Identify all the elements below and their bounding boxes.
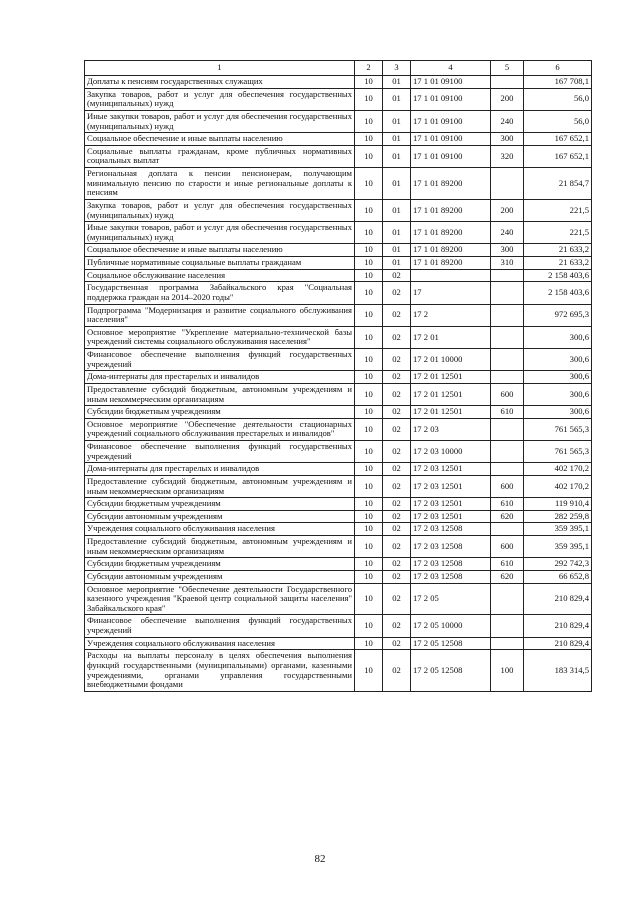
row-amount: 300,6: [524, 349, 592, 371]
table-row: [85, 244, 592, 257]
row-target-code: 17 1 01 89200: [411, 199, 491, 221]
row-target-code: 17 2 01 12501: [411, 371, 491, 384]
row-section: 10: [355, 133, 383, 146]
row-amount: 402 170,2: [524, 463, 592, 476]
table-header: [85, 61, 592, 76]
row-section: 10: [355, 558, 383, 571]
row-name: Дома-интернаты для престарелых и инвалидов: [85, 371, 355, 384]
row-name: Субсидии бюджетным учреждениям: [85, 498, 355, 511]
row-amount: 210 829,4: [524, 637, 592, 650]
table-row: [85, 558, 592, 571]
row-target-code: 17 2 05 12508: [411, 637, 491, 650]
table-row: [85, 463, 592, 476]
row-expense-type: 610: [491, 558, 524, 571]
row-expense-type: [491, 349, 524, 371]
table-row: [85, 326, 592, 348]
row-expense-type: [491, 282, 524, 304]
row-section: 10: [355, 326, 383, 348]
row-section: 10: [355, 510, 383, 523]
page-number: 82: [314, 853, 326, 865]
row-subsection: 01: [383, 168, 411, 200]
row-subsection: 02: [383, 371, 411, 384]
row-subsection: 02: [383, 282, 411, 304]
row-subsection: 01: [383, 88, 411, 110]
table-row: [85, 441, 592, 463]
table-row: [85, 615, 592, 637]
row-name: Субсидии автономным учреждениям: [85, 510, 355, 523]
row-amount: 359 395,1: [524, 536, 592, 558]
row-name: Предоставление субсидий бюджетным, автономным учреждениям и иным некоммерческим организациям: [85, 383, 355, 405]
row-target-code: 17 1 01 89200: [411, 222, 491, 244]
row-section: 10: [355, 168, 383, 200]
table-row: [85, 145, 592, 167]
row-subsection: 02: [383, 536, 411, 558]
row-expense-type: [491, 637, 524, 650]
row-target-code: 17 2 01 12501: [411, 383, 491, 405]
row-amount: 210 829,4: [524, 615, 592, 637]
row-expense-type: [491, 371, 524, 384]
row-target-code: 17: [411, 282, 491, 304]
row-target-code: 17 2 05 10000: [411, 615, 491, 637]
row-target-code: 17 2 03 12508: [411, 570, 491, 583]
table-row: [85, 383, 592, 405]
row-section: 10: [355, 523, 383, 536]
table-row: [85, 475, 592, 497]
row-expense-type: [491, 463, 524, 476]
row-expense-type: 200: [491, 199, 524, 221]
row-section: 10: [355, 257, 383, 270]
row-expense-type: [491, 269, 524, 282]
row-name: Государственная программа Забайкальского края "Социальная поддержка граждан на 2014–2020 годы": [85, 282, 355, 304]
row-subsection: 01: [383, 222, 411, 244]
row-expense-type: [491, 441, 524, 463]
table-row: [85, 583, 592, 615]
row-section: 10: [355, 244, 383, 257]
table-row: [85, 269, 592, 282]
row-target-code: 17 2 03 12501: [411, 510, 491, 523]
row-target-code: 17 2 03 12501: [411, 498, 491, 511]
row-amount: 761 565,3: [524, 418, 592, 440]
table-row: [85, 282, 592, 304]
row-subsection: 01: [383, 76, 411, 89]
row-section: 10: [355, 371, 383, 384]
row-subsection: 02: [383, 558, 411, 571]
row-target-code: 17 2 01: [411, 326, 491, 348]
row-target-code: [411, 269, 491, 282]
row-section: 10: [355, 406, 383, 419]
row-subsection: 01: [383, 133, 411, 146]
row-expense-type: 240: [491, 110, 524, 132]
row-name: Основное мероприятие "Обеспечение деятельности Государственного казенного учреждения "Краевой центр социальной защиты населения" Забайкальского края": [85, 583, 355, 615]
row-amount: 300,6: [524, 383, 592, 405]
table-row: [85, 88, 592, 110]
table-row: [85, 498, 592, 511]
row-subsection: 02: [383, 523, 411, 536]
row-name: Закупка товаров, работ и услуг для обеспечения государственных (муниципальных) нужд: [85, 88, 355, 110]
row-name: Социальное обеспечение и иные выплаты населению: [85, 244, 355, 257]
row-subsection: 02: [383, 498, 411, 511]
row-subsection: 01: [383, 199, 411, 221]
row-section: 10: [355, 570, 383, 583]
row-subsection: 02: [383, 441, 411, 463]
row-expense-type: 300: [491, 244, 524, 257]
row-name: Расходы на выплаты персоналу в целях обеспечения выполнения функций государственными (муниципальными) органами, казенными учреждениями, органами управления государственными внебюджетными фондами: [85, 650, 355, 692]
row-target-code: 17 2 01 10000: [411, 349, 491, 371]
row-name: Иные закупки товаров, работ и услуг для обеспечения государственных (муниципальных) нужд: [85, 222, 355, 244]
header-col-2: 2: [355, 61, 383, 76]
row-expense-type: 100: [491, 650, 524, 692]
row-amount: 56,0: [524, 88, 592, 110]
row-name: Иные закупки товаров, работ и услуг для обеспечения государственных (муниципальных) нужд: [85, 110, 355, 132]
table-body: [85, 76, 592, 692]
row-name: Предоставление субсидий бюджетным, автономным учреждениям и иным некоммерческим организациям: [85, 536, 355, 558]
row-amount: 2 158 403,6: [524, 269, 592, 282]
row-amount: 300,6: [524, 371, 592, 384]
row-section: 10: [355, 475, 383, 497]
row-section: 10: [355, 88, 383, 110]
row-section: 10: [355, 145, 383, 167]
row-amount: 282 259,8: [524, 510, 592, 523]
row-amount: 402 170,2: [524, 475, 592, 497]
row-name: Социальное обслуживание населения: [85, 269, 355, 282]
row-name: Финансовое обеспечение выполнения функций государственных учреждений: [85, 441, 355, 463]
row-name: Социальное обеспечение и иные выплаты населению: [85, 133, 355, 146]
row-name: Подпрограмма "Модернизация и развитие социального обслуживания населения": [85, 304, 355, 326]
row-subsection: 02: [383, 650, 411, 692]
row-name: Доплаты к пенсиям государственных служащих: [85, 76, 355, 89]
row-target-code: 17 1 01 09100: [411, 145, 491, 167]
row-section: 10: [355, 199, 383, 221]
row-amount: 972 695,3: [524, 304, 592, 326]
row-name: Основное мероприятие "Обеспечение деятельности стационарных учреждений социального обслуживания престарелых и инвалидов": [85, 418, 355, 440]
row-name: Предоставление субсидий бюджетным, автономным учреждениям и иным некоммерческим организациям: [85, 475, 355, 497]
table-row: [85, 222, 592, 244]
row-section: 10: [355, 498, 383, 511]
row-expense-type: [491, 304, 524, 326]
row-section: 10: [355, 110, 383, 132]
row-expense-type: [491, 168, 524, 200]
row-expense-type: 600: [491, 383, 524, 405]
row-name: Учреждения социального обслуживания населения: [85, 523, 355, 536]
row-name: Субсидии бюджетным учреждениям: [85, 558, 355, 571]
row-amount: 183 314,5: [524, 650, 592, 692]
table-row: [85, 523, 592, 536]
table-row: [85, 650, 592, 692]
row-section: 10: [355, 536, 383, 558]
row-target-code: 17 2 03: [411, 418, 491, 440]
row-name: Субсидии автономным учреждениям: [85, 570, 355, 583]
row-target-code: 17 2: [411, 304, 491, 326]
row-subsection: 02: [383, 615, 411, 637]
row-expense-type: [491, 326, 524, 348]
row-amount: 119 910,4: [524, 498, 592, 511]
row-target-code: 17 1 01 09100: [411, 88, 491, 110]
budget-table: [84, 60, 592, 692]
row-section: 10: [355, 282, 383, 304]
header-col-5: 5: [491, 61, 524, 76]
table-row: [85, 304, 592, 326]
row-subsection: 01: [383, 257, 411, 270]
row-name: Региональная доплата к пенсии пенсионерам, получающим минимальную пенсию по старости и иные региональные доплаты к пенсиям: [85, 168, 355, 200]
row-section: 10: [355, 637, 383, 650]
row-name: Субсидии бюджетным учреждениям: [85, 406, 355, 419]
row-section: 10: [355, 463, 383, 476]
table-row: [85, 418, 592, 440]
row-amount: 359 395,1: [524, 523, 592, 536]
row-amount: 221,5: [524, 199, 592, 221]
row-expense-type: [491, 523, 524, 536]
header-col-1: 1: [85, 61, 355, 76]
row-amount: 292 742,3: [524, 558, 592, 571]
row-section: 10: [355, 76, 383, 89]
table-row: [85, 168, 592, 200]
row-subsection: 02: [383, 510, 411, 523]
row-expense-type: 620: [491, 510, 524, 523]
row-amount: 167 652,1: [524, 145, 592, 167]
row-subsection: 02: [383, 418, 411, 440]
row-amount: 167 652,1: [524, 133, 592, 146]
row-expense-type: 610: [491, 406, 524, 419]
row-section: 10: [355, 304, 383, 326]
row-expense-type: 320: [491, 145, 524, 167]
table-row: [85, 406, 592, 419]
row-subsection: 02: [383, 383, 411, 405]
table-row: [85, 133, 592, 146]
row-amount: 300,6: [524, 326, 592, 348]
row-subsection: 02: [383, 326, 411, 348]
row-subsection: 02: [383, 269, 411, 282]
row-subsection: 02: [383, 463, 411, 476]
header-col-4: 4: [411, 61, 491, 76]
table-row: [85, 76, 592, 89]
row-section: 10: [355, 650, 383, 692]
row-target-code: 17 2 05 12508: [411, 650, 491, 692]
row-amount: 21 854,7: [524, 168, 592, 200]
table-row: [85, 536, 592, 558]
table-row: [85, 570, 592, 583]
row-amount: 300,6: [524, 406, 592, 419]
row-section: 10: [355, 349, 383, 371]
row-section: 10: [355, 615, 383, 637]
row-section: 10: [355, 418, 383, 440]
row-target-code: 17 1 01 09100: [411, 133, 491, 146]
row-section: 10: [355, 222, 383, 244]
row-amount: 221,5: [524, 222, 592, 244]
table-row: [85, 199, 592, 221]
row-target-code: 17 2 03 12501: [411, 475, 491, 497]
row-subsection: 02: [383, 304, 411, 326]
row-target-code: 17 2 03 10000: [411, 441, 491, 463]
row-section: 10: [355, 441, 383, 463]
row-target-code: 17 1 01 09100: [411, 110, 491, 132]
row-section: 10: [355, 583, 383, 615]
row-name: Учреждения социального обслуживания населения: [85, 637, 355, 650]
row-target-code: 17 2 03 12508: [411, 558, 491, 571]
row-expense-type: 240: [491, 222, 524, 244]
table-row: [85, 637, 592, 650]
row-expense-type: [491, 418, 524, 440]
row-amount: 2 158 403,6: [524, 282, 592, 304]
row-subsection: 01: [383, 110, 411, 132]
row-amount: 21 633,2: [524, 257, 592, 270]
row-subsection: 02: [383, 637, 411, 650]
table-row: [85, 371, 592, 384]
row-target-code: 17 1 01 89200: [411, 168, 491, 200]
row-expense-type: 600: [491, 536, 524, 558]
row-subsection: 01: [383, 145, 411, 167]
table-row: [85, 510, 592, 523]
row-expense-type: 300: [491, 133, 524, 146]
row-target-code: 17 1 01 89200: [411, 244, 491, 257]
table-row: [85, 349, 592, 371]
row-name: Основное мероприятие "Укрепление материально-технической базы учреждений системы социального обслуживания населения": [85, 326, 355, 348]
row-subsection: 02: [383, 475, 411, 497]
row-target-code: 17 1 01 89200: [411, 257, 491, 270]
row-amount: 66 652,8: [524, 570, 592, 583]
row-expense-type: 600: [491, 475, 524, 497]
row-expense-type: 310: [491, 257, 524, 270]
row-target-code: 17 2 01 12501: [411, 406, 491, 419]
row-expense-type: 610: [491, 498, 524, 511]
row-target-code: 17 2 03 12508: [411, 523, 491, 536]
row-name: Социальные выплаты гражданам, кроме публичных нормативных социальных выплат: [85, 145, 355, 167]
row-target-code: 17 2 03 12508: [411, 536, 491, 558]
row-name: Закупка товаров, работ и услуг для обеспечения государственных (муниципальных) нужд: [85, 199, 355, 221]
row-expense-type: 620: [491, 570, 524, 583]
row-subsection: 02: [383, 583, 411, 615]
row-expense-type: [491, 583, 524, 615]
header-col-6: 6: [524, 61, 592, 76]
header-row: [85, 61, 592, 76]
table-row: [85, 110, 592, 132]
header-col-3: 3: [383, 61, 411, 76]
row-subsection: 02: [383, 349, 411, 371]
row-target-code: 17 2 05: [411, 583, 491, 615]
row-name: Публичные нормативные социальные выплаты гражданам: [85, 257, 355, 270]
row-amount: 56,0: [524, 110, 592, 132]
row-subsection: 01: [383, 244, 411, 257]
row-amount: 210 829,4: [524, 583, 592, 615]
table-row: [85, 257, 592, 270]
row-section: 10: [355, 269, 383, 282]
row-amount: 21 633,2: [524, 244, 592, 257]
row-amount: 167 708,1: [524, 76, 592, 89]
row-amount: 761 565,3: [524, 441, 592, 463]
row-name: Финансовое обеспечение выполнения функций государственных учреждений: [85, 615, 355, 637]
row-section: 10: [355, 383, 383, 405]
row-name: Финансовое обеспечение выполнения функций государственных учреждений: [85, 349, 355, 371]
row-subsection: 02: [383, 406, 411, 419]
row-target-code: 17 2 03 12501: [411, 463, 491, 476]
row-target-code: 17 1 01 09100: [411, 76, 491, 89]
row-subsection: 02: [383, 570, 411, 583]
row-expense-type: 200: [491, 88, 524, 110]
row-expense-type: [491, 615, 524, 637]
row-expense-type: [491, 76, 524, 89]
row-name: Дома-интернаты для престарелых и инвалидов: [85, 463, 355, 476]
